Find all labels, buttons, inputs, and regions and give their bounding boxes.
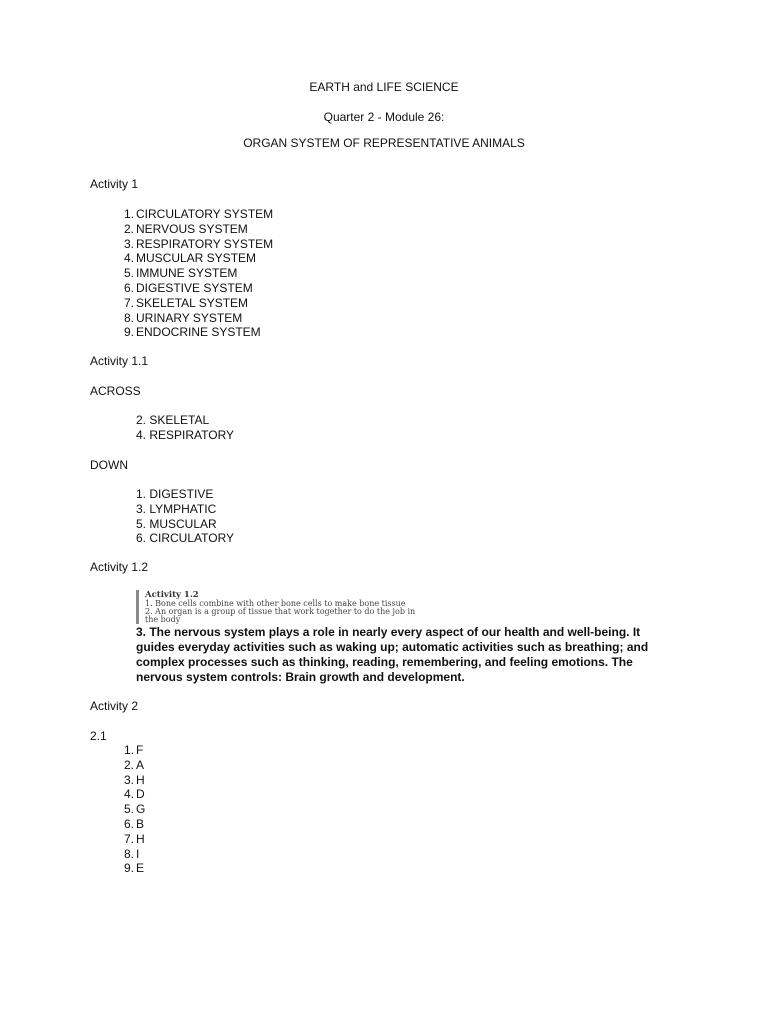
list-item: 2. SKELETAL — [136, 413, 210, 427]
list-item: 8. I — [123, 846, 140, 861]
activity-1-heading: Activity 1 — [90, 177, 139, 191]
snippet-line: the body — [145, 615, 181, 624]
list-item: 6. CIRCULATORY — [136, 531, 235, 546]
list-item: 3. H — [123, 772, 145, 787]
module-title: Quarter 2 - Module 26: — [323, 110, 445, 124]
list-item: 4. D — [123, 787, 145, 802]
list-item: 4. RESPIRATORY — [136, 427, 235, 442]
activity-1-2-heading: Activity 1.2 — [90, 560, 149, 574]
page-title: ORGAN SYSTEM OF REPRESENTATIVE ANIMALS — [243, 136, 525, 150]
activity-2-list — [112, 743, 146, 876]
list-item: 7. SKELETAL SYSTEM — [123, 295, 249, 310]
list-item: 6. B — [123, 816, 145, 831]
list-item: 1. DIGESTIVE — [136, 487, 214, 501]
across-label: ACROSS — [90, 384, 141, 398]
snippet-line: 2. An organ is a group of tissue that work together to do the job in — [145, 607, 416, 616]
answer-paragraph: 3. The nervous system plays a role in nearly every aspect of our health and well-being. It guides everyday activities such as waking up; automatic activities such as breathing; and complex processes such as thinking, reading, remembering, and feeling emotions. The nervous system controls: Brain growth and development. — [136, 625, 649, 684]
activity-1-1-heading: Activity 1.1 — [90, 354, 149, 368]
subject-title: EARTH and LIFE SCIENCE — [309, 80, 459, 94]
down-label: DOWN — [90, 458, 128, 472]
list-item: 5. MUSCULAR — [136, 516, 217, 531]
list-item: 2. NERVOUS SYSTEM — [123, 221, 248, 236]
activity-1-list — [112, 207, 274, 340]
pasted-answer-snippet — [136, 590, 426, 624]
snippet-line: 1. Bone cells combine with other bone cells to make bone tissue — [145, 599, 406, 608]
activity-2-heading: Activity 2 — [90, 699, 139, 713]
list-item: 7. H — [123, 831, 145, 846]
across-list — [136, 413, 234, 443]
list-item: 6. DIGESTIVE SYSTEM — [123, 280, 253, 295]
list-item: 5. G — [123, 802, 146, 817]
down-list — [136, 487, 234, 546]
list-item: 9. E — [123, 861, 145, 876]
list-item: 5. IMMUNE SYSTEM — [123, 266, 238, 281]
list-item: 4. MUSCULAR SYSTEM — [123, 251, 257, 266]
list-item: 8. URINARY SYSTEM — [123, 310, 243, 325]
snippet-title: Activity 1.2 — [145, 590, 199, 600]
activity-2-1-heading: 2.1 — [90, 729, 107, 743]
list-item: 1. F — [123, 743, 144, 757]
list-item: 2. A — [123, 757, 145, 772]
list-item: 3. RESPIRATORY SYSTEM — [123, 236, 274, 251]
list-item: 1. CIRCULATORY SYSTEM — [123, 207, 274, 221]
list-item: 3. LYMPHATIC — [136, 501, 217, 516]
list-item: 9. ENDOCRINE SYSTEM — [123, 325, 261, 340]
